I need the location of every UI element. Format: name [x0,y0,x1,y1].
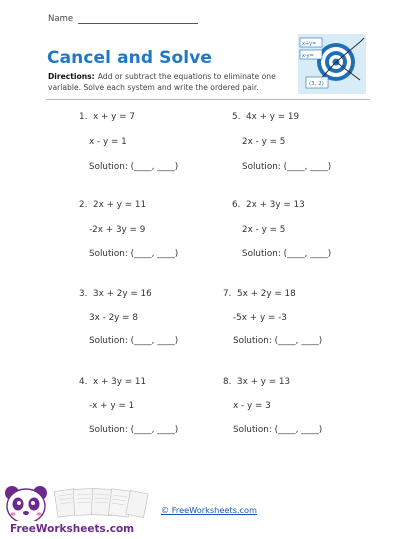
card-mid-text: x-y= [302,53,314,59]
equation-1: x + 3y = 11 [93,377,147,387]
problem-7-solution[interactable]: Solution: (____, ____) [233,336,323,346]
problem-4-eq2: -x + y = 1 [89,401,135,411]
problem-number: 4. [79,377,88,387]
equation-card-mid [300,50,322,59]
freeworksheets-link[interactable]: © FreeWorksheets.com [161,505,257,515]
problem-1-eq2: x - y = 1 [89,137,127,147]
problem-5-eq1 [232,112,299,122]
equation-card-top [300,38,322,47]
problem-number: 1. [79,112,88,122]
equation-1: x + y = 7 [93,112,135,122]
problem-number: 3. [79,289,88,299]
directions-lead: Directions: [48,72,95,81]
name-label: Name [48,14,74,24]
directions [48,71,310,93]
equation-1: 3x + 2y = 16 [93,289,152,299]
problem-number: 7. [223,289,232,299]
problem-3-eq1 [79,289,152,299]
target-illustration [298,34,366,94]
problem-4-solution[interactable]: Solution: (____, ____) [89,425,179,435]
name-line[interactable] [78,14,198,24]
problem-8-solution[interactable]: Solution: (____, ____) [233,425,323,435]
equation-1: 2x + y = 11 [93,200,147,210]
pair-label-text: (3, 2) [309,81,324,87]
logo-text: FreeWorksheets.com [10,523,135,535]
problem-3-solution[interactable]: Solution: (____, ____) [89,336,179,346]
problem-4-eq1 [79,377,146,387]
problem-number: 2. [79,200,88,210]
problem-2-eq2: -2x + 3y = 9 [89,225,146,235]
directions-text: Add or subtract the equations to eliminate one variable. Solve each system and write the ordered pair. [48,72,276,92]
problem-number: 6. [232,200,241,210]
freeworksheets-logo[interactable] [0,484,160,539]
name-field [48,14,198,24]
problem-2-eq1 [79,200,146,210]
problem-8-eq1 [223,377,290,387]
equation-1: 2x + 3y = 13 [246,200,305,210]
problem-6-solution[interactable]: Solution: (____, ____) [242,249,332,259]
problem-2-solution[interactable]: Solution: (____, ____) [89,249,179,259]
worksheet-title: Cancel and Solve [47,48,213,68]
problem-number: 5. [232,112,241,122]
problem-number: 8. [223,377,232,387]
problem-6-eq1 [232,200,305,210]
ordered-pair-card [306,77,328,88]
problem-7-eq2: -5x + y = -3 [233,313,287,323]
problem-5-solution[interactable]: Solution: (____, ____) [242,162,332,172]
problem-7-eq1 [223,289,296,299]
equation-1: 4x + y = 19 [246,112,300,122]
problem-3-eq2: 3x - 2y = 8 [89,313,138,323]
problem-1-eq1 [79,112,135,122]
problem-6-eq2: 2x - y = 5 [242,225,286,235]
equation-1: 5x + 2y = 18 [237,289,296,299]
panda-mascot-icon [5,486,47,523]
header-divider [46,99,370,100]
problem-8-eq2: x - y = 3 [233,401,271,411]
problem-5-eq2: 2x - y = 5 [242,137,286,147]
problem-1-solution[interactable]: Solution: (____, ____) [89,162,179,172]
worksheet-thumbnails-icon [54,488,148,517]
card-top-text: x+y= [302,41,317,47]
equation-1: 3x + y = 13 [237,377,291,387]
